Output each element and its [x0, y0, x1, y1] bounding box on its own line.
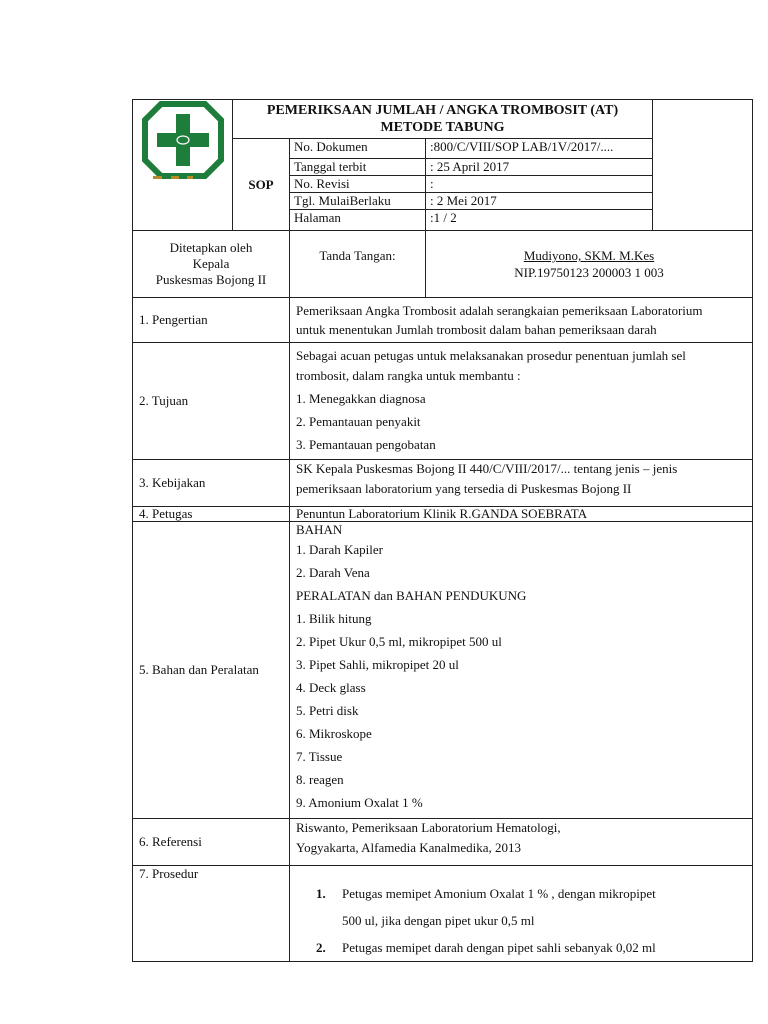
section-label-bahan: 5. Bahan dan Peralatan [133, 522, 290, 819]
section-content-pengertian: Pemeriksaan Angka Trombosit adalah serangkaian pemeriksaan Laboratorium untuk menentukan Jumlah trombosit dalam bahan pemeriksaan darah [290, 298, 753, 343]
sop-table [132, 99, 753, 962]
meta-value: : 2 Mei 2017 [426, 193, 653, 210]
meta-value: :800/C/VIII/SOP LAB/1V/2017/.... [426, 139, 653, 159]
section-content-kebijakan: SK Kepala Puskesmas Bojong II 440/C/VIII/2017/... tentang jenis – jenis pemeriksaan laboratorium yang tersedia di Puskesmas Bojong II [290, 460, 753, 507]
signature-label: Tanda Tangan: [290, 231, 426, 298]
meta-value: : 25 April 2017 [426, 158, 653, 175]
meta-label: Halaman [290, 210, 426, 231]
section-label-prosedur: 7. Prosedur [133, 866, 290, 962]
section-content-petugas: Penuntun Laboratorium Klinik R.GANDA SOEBRATA [290, 507, 753, 522]
section-label-tujuan: 2. Tujuan [133, 343, 290, 460]
meta-label: Tanggal terbit [290, 158, 426, 175]
section-content-bahan: BAHAN 1. Darah Kapiler 2. Darah Vena PERALATAN dan BAHAN PENDUKUNG 1. Bilik hitung 2. Pipet Ukur 0,5 ml, mikropipet 500 ul 3. Pipet Sahli, mikropipet 20 ul 4. Deck glass 5. Petri disk 6. Mikroskope 7. Tissue 8. reagen 9. Amonium Oxalat 1 % [290, 522, 753, 819]
approval-authority: Ditetapkan oleh Kepala Puskesmas Bojong II [133, 231, 290, 298]
meta-label: No. Revisi [290, 175, 426, 192]
section-content-prosedur [290, 866, 753, 962]
puskesmas-logo-cell [133, 100, 233, 231]
meta-label: No. Dokumen [290, 139, 426, 159]
section-content-referensi: Riswanto, Pemeriksaan Laboratorium Hematologi, Yogyakarta, Alfamedia Kanalmedika, 2013 [290, 819, 753, 866]
meta-value: :1 / 2 [426, 210, 653, 231]
approver-name: Mudiyono, SKM. M.Kes [523, 248, 655, 264]
procedure-step: 2. Petugas memipet darah dengan pipet sahli sebanyak 0,02 ml [316, 940, 656, 956]
section-label-kebijakan: 3. Kebijakan [133, 460, 290, 507]
puskesmas-logo-icon [133, 100, 233, 226]
section-content-tujuan: Sebagai acuan petugas untuk melaksanakan prosedur penentuan jumlah sel trombosit, dalam rangka untuk membantu : 1. Menegakkan diagnosa 2. Pemantauan penyakit 3. Pemantauan pengobatan [290, 343, 753, 460]
approver-block [426, 231, 753, 298]
meta-value: : [426, 175, 653, 192]
section-label-pengertian: 1. Pengertian [133, 298, 290, 343]
meta-label: Tgl. MulaiBerlaku [290, 193, 426, 210]
procedure-step: 1. Petugas memipet Amonium Oxalat 1 % , dengan mikropipet 500 ul, jika dengan pipet ukur 0,5 ml [316, 886, 656, 929]
header-empty-cell [653, 100, 753, 231]
sop-document [132, 99, 752, 962]
approver-nip: NIP.19750123 200003 1 003 [514, 264, 664, 280]
sop-label: SOP [233, 139, 290, 231]
section-label-petugas: 4. Petugas [133, 507, 290, 522]
document-title: PEMERIKSAAN JUMLAH / ANGKA TROMBOSIT (AT) METODE TABUNG [233, 100, 653, 139]
section-label-referensi: 6. Referensi [133, 819, 290, 866]
